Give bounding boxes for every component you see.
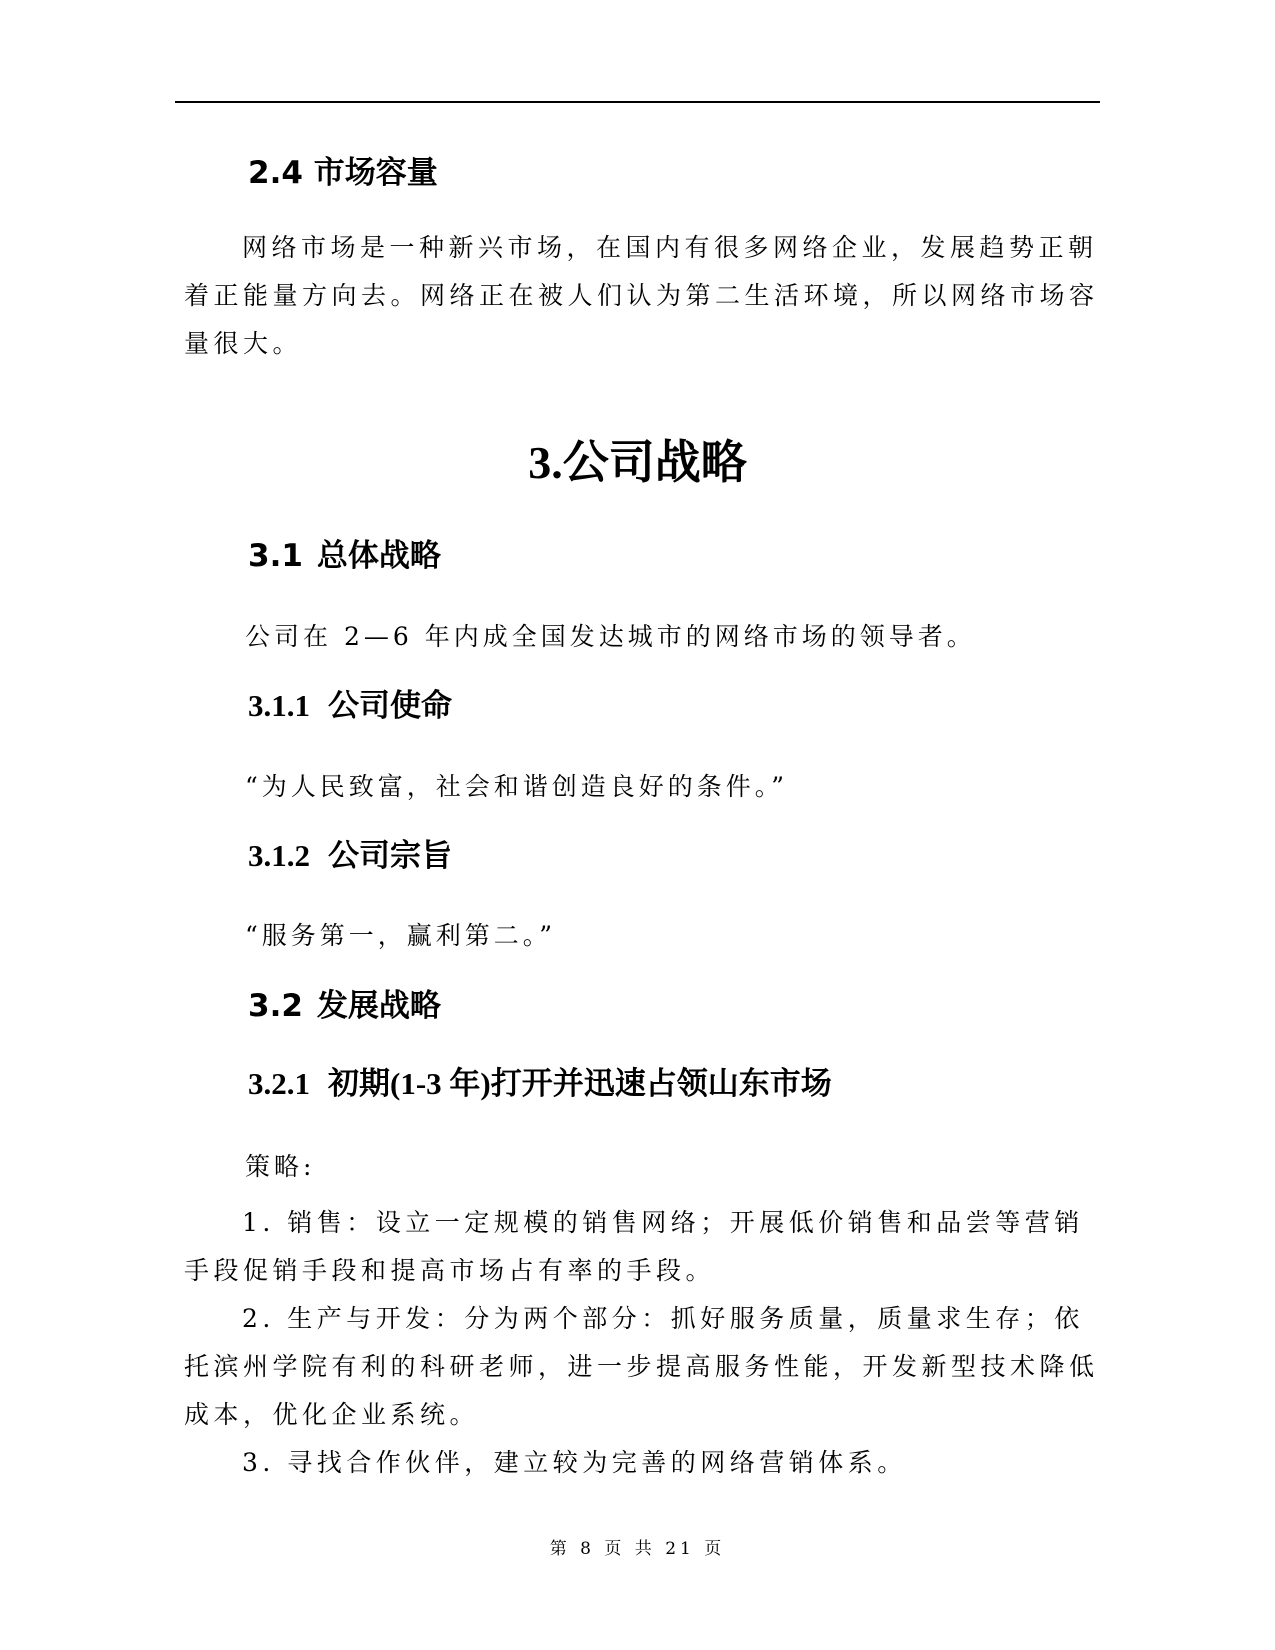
section-3-2-number: 3.2	[248, 988, 303, 1024]
section-3-1-1-heading	[248, 688, 452, 724]
section-3-1-text: 公司在 2—6 年内成全国发达城市的网络市场的领导者。	[245, 622, 976, 651]
section-2-4-paragraph	[184, 224, 1104, 368]
section-3-1-1-number: 3.1.1	[248, 688, 310, 723]
section-3-2-title: 发展战略	[316, 988, 441, 1024]
section-2-4-heading: 2.4 市场容量	[248, 155, 438, 191]
section-3-1-2-heading	[248, 838, 452, 874]
section-3-1-2-text: “服务第一，赢利第二。”	[245, 921, 557, 950]
section-3-1-1-title: 公司使命	[328, 688, 452, 723]
section-2-4-paragraph-text: 网络市场是一种新兴市场，在国内有很多网络企业，发展趋势正朝着正能量方向去。网络正在被人们认为第二生活环境，所以网络市场容量很大。	[184, 233, 1099, 358]
strategy-item: 3. 寻找合作伙伴，建立较为完善的网络营销体系。	[242, 1448, 907, 1477]
section-3-1-heading	[248, 538, 441, 574]
strategy-item: 1. 销售：设立一定规模的销售网络；开展低价销售和品尝等营销手段促销手段和提高市场占有率的手段。	[184, 1208, 1084, 1285]
header-rule	[175, 101, 1100, 103]
section-3-2-1-number: 3.2.1	[248, 1066, 310, 1101]
strategy-label: 策略:	[245, 1152, 316, 1181]
strategy-list	[184, 1199, 1104, 1487]
section-3-1-number: 3.1	[248, 538, 303, 574]
section-3-2-heading	[248, 988, 441, 1024]
section-3-1-1-text: “为人民致富，社会和谐创造良好的条件。”	[245, 772, 789, 801]
section-3-1-2-number: 3.1.2	[248, 838, 310, 873]
page-number-footer: 第 8 页 共 21 页	[549, 1539, 726, 1559]
chapter-3-title: 3.公司战略	[528, 437, 747, 488]
section-3-2-1-heading	[248, 1066, 832, 1102]
section-3-1-title: 总体战略	[316, 538, 441, 574]
section-3-2-1-title: 初期(1-3 年)打开并迅速占领山东市场	[328, 1066, 832, 1101]
section-3-1-2-title: 公司宗旨	[328, 838, 452, 873]
strategy-item: 2. 生产与开发：分为两个部分：抓好服务质量，质量求生存；依托滨州学院有利的科研老师，进一步提高服务性能，开发新型技术降低成本，优化企业系统。	[184, 1304, 1099, 1429]
